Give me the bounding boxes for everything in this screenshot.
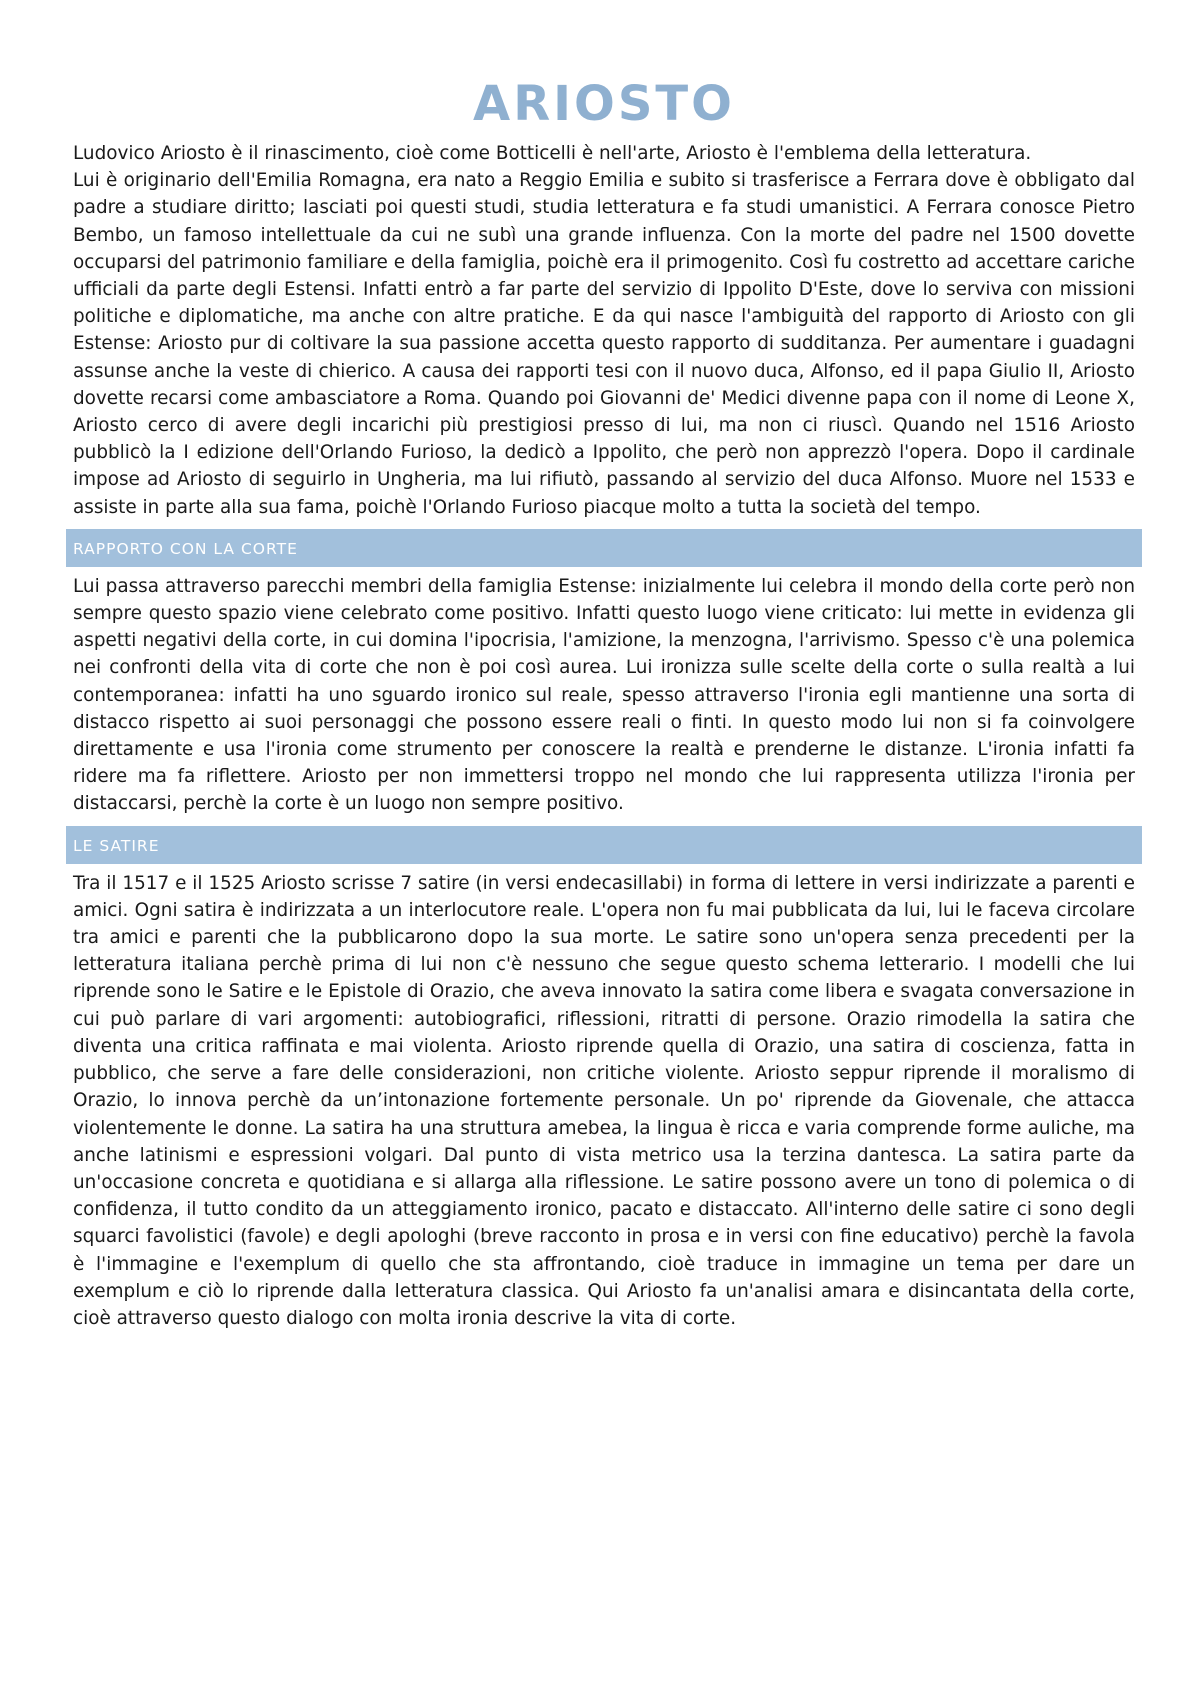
document-page bbox=[66, 60, 1142, 1332]
intro-paragraph-2: Lui è originario dell'Emilia Romagna, era nato a Reggio Emilia e subito si trasferisce a Ferrara dove è obbligato dal padre a studiare diritto; lasciati poi questi studi, studia letteratura e fa studi umanistici. A Ferrara conosce Pietro Bembo, un famoso intellettuale da cui ne subì una grande influenza. Con la morte del padre nel 1500 dovette occuparsi del patrimonio familiare e della famiglia, poichè era il primogenito. Così fu costretto ad accettare cariche ufficiali da parte degli Estensi. Infatti entrò a far parte del servizio di Ippolito D'Este, dove lo serviva con missioni politiche e diplomatiche, ma anche con altre pratiche. E da qui nasce l'ambiguità del rapporto di Ariosto con gli Estense: Ariosto pur di coltivare la sua passione accetta questo rapporto di sudditanza. Per aumentare i guadagni assunse anche la veste di chierico. A causa dei rapporti tesi con il nuovo duca, Alfonso, ed il papa Giulio II, Ariosto dovette recarsi come ambasciatore a Roma. Quando poi Giovanni de' Medici divenne papa con il nome di Leone X, Ariosto cerco di avere degli incarichi più prestigiosi presso di lui, ma non ci riuscì. Quando nel 1516 Ariosto pubblicò la I edizione dell'Orlando Furioso, la dedicò a Ippolito, che però non apprezzò l'opera. Dopo il cardinale impose ad Ariosto di seguirlo in Ungheria, ma lui rifiutò, passando al servizio del duca Alfonso. Muore nel 1533 e assiste in parte alla sua fama, poichè l'Orlando Furioso piacque molto a tutta la società del tempo. bbox=[73, 170, 1135, 518]
section-heading-satire: LE SATIRE bbox=[66, 826, 1142, 864]
intro-paragraph-1: Ludovico Ariosto è il rinascimento, cioè come Botticelli è nell'arte, Ariosto è l'emblema della letteratura. bbox=[73, 143, 1032, 164]
section-heading-rapporto-corte: RAPPORTO CON LA CORTE bbox=[66, 529, 1142, 567]
document-title: ARIOSTO bbox=[473, 76, 735, 132]
section-body-satire: Tra il 1517 e il 1525 Ariosto scrisse 7 satire (in versi endecasillabi) in forma di lettere in versi indirizzate a parenti e amici. Ogni satira è indirizzata a un interlocutore reale. L'opera non fu mai pubblicata da lui, lui le faceva circolare tra amici e parenti che la pubblicarono dopo la sua morte. Le satire sono un'opera senza precedenti per la letteratura italiana perchè prima di lui non c'è nessuno che segue questo schema letterario. I modelli che lui riprende sono le Satire e le Epistole di Orazio, che aveva innovato la satira come libera e svagata conversazione in cui può parlare di vari argomenti: autobiografici, riflessioni, ritratti di persone. Orazio rimodella la satira che diventa una critica raffinata e mai violenta. Ariosto riprende quella di Orazio, una satira di coscienza, fatta in pubblico, che serve a fare delle considerazioni, non critiche violente. Ariosto seppur riprende il moralismo di Orazio, lo innova perchè da un’intonazione fortemente personale. Un po' riprende da Giovenale, che attacca violentemente le donne. La satira ha una struttura amebea, la lingua è ricca e varia comprende forme auliche, ma anche latinismi e espressioni volgari. Dal punto di vista metrico usa la terzina dantesca. La satira parte da un'occasione concreta e quotidiana e si allarga alla riflessione. Le satire possono avere un tono di polemica o di confidenza, il tutto condito da un atteggiamento ironico, pacato e distaccato. All'interno delle satire ci sono degli squarci favolistici (favole) e degli apologhi (breve racconto in prosa e in versi con fine educativo) perchè la favola è l'immagine e l'exemplum di quello che sta affrontando, cioè traduce in immagine un tema per dare un exemplum e ciò lo riprende dalla letteratura classica. Qui Ariosto fa un'analisi amara e disincantata della corte, cioè attraverso questo dialogo con molta ironia descrive la vita di corte. bbox=[73, 872, 1135, 1329]
section-body-rapporto-corte: Lui passa attraverso parecchi membri della famiglia Estense: inizialmente lui celebra il mondo della corte però non sempre questo spazio viene celebrato come positivo. Infatti questo luogo viene criticato: lui mette in evidenza gli aspetti negativi della corte, in cui domina l'ipocrisia, l'amizione, la menzogna, l'arrivismo. Spesso c'è una polemica nei confronti della vita di corte che non è poi così aurea. Lui ironizza sulle scelte della corte o sulla realtà a lui contemporanea: infatti ha uno sguardo ironico sul reale, spesso attraverso l'ironia egli mantienne una sorta di distacco rispetto ai suoi personaggi che possono essere reali o finti. In questo modo lui non si fa coinvolgere direttamente e usa l'ironia come strumento per conoscere la realtà e prenderne le distanze. L'ironia infatti fa ridere ma fa riflettere. Ariosto per non immettersi troppo nel mondo che lui rappresenta utilizza l'ironia per distaccarsi, perchè la corte è un luogo non sempre positivo. bbox=[73, 575, 1135, 815]
